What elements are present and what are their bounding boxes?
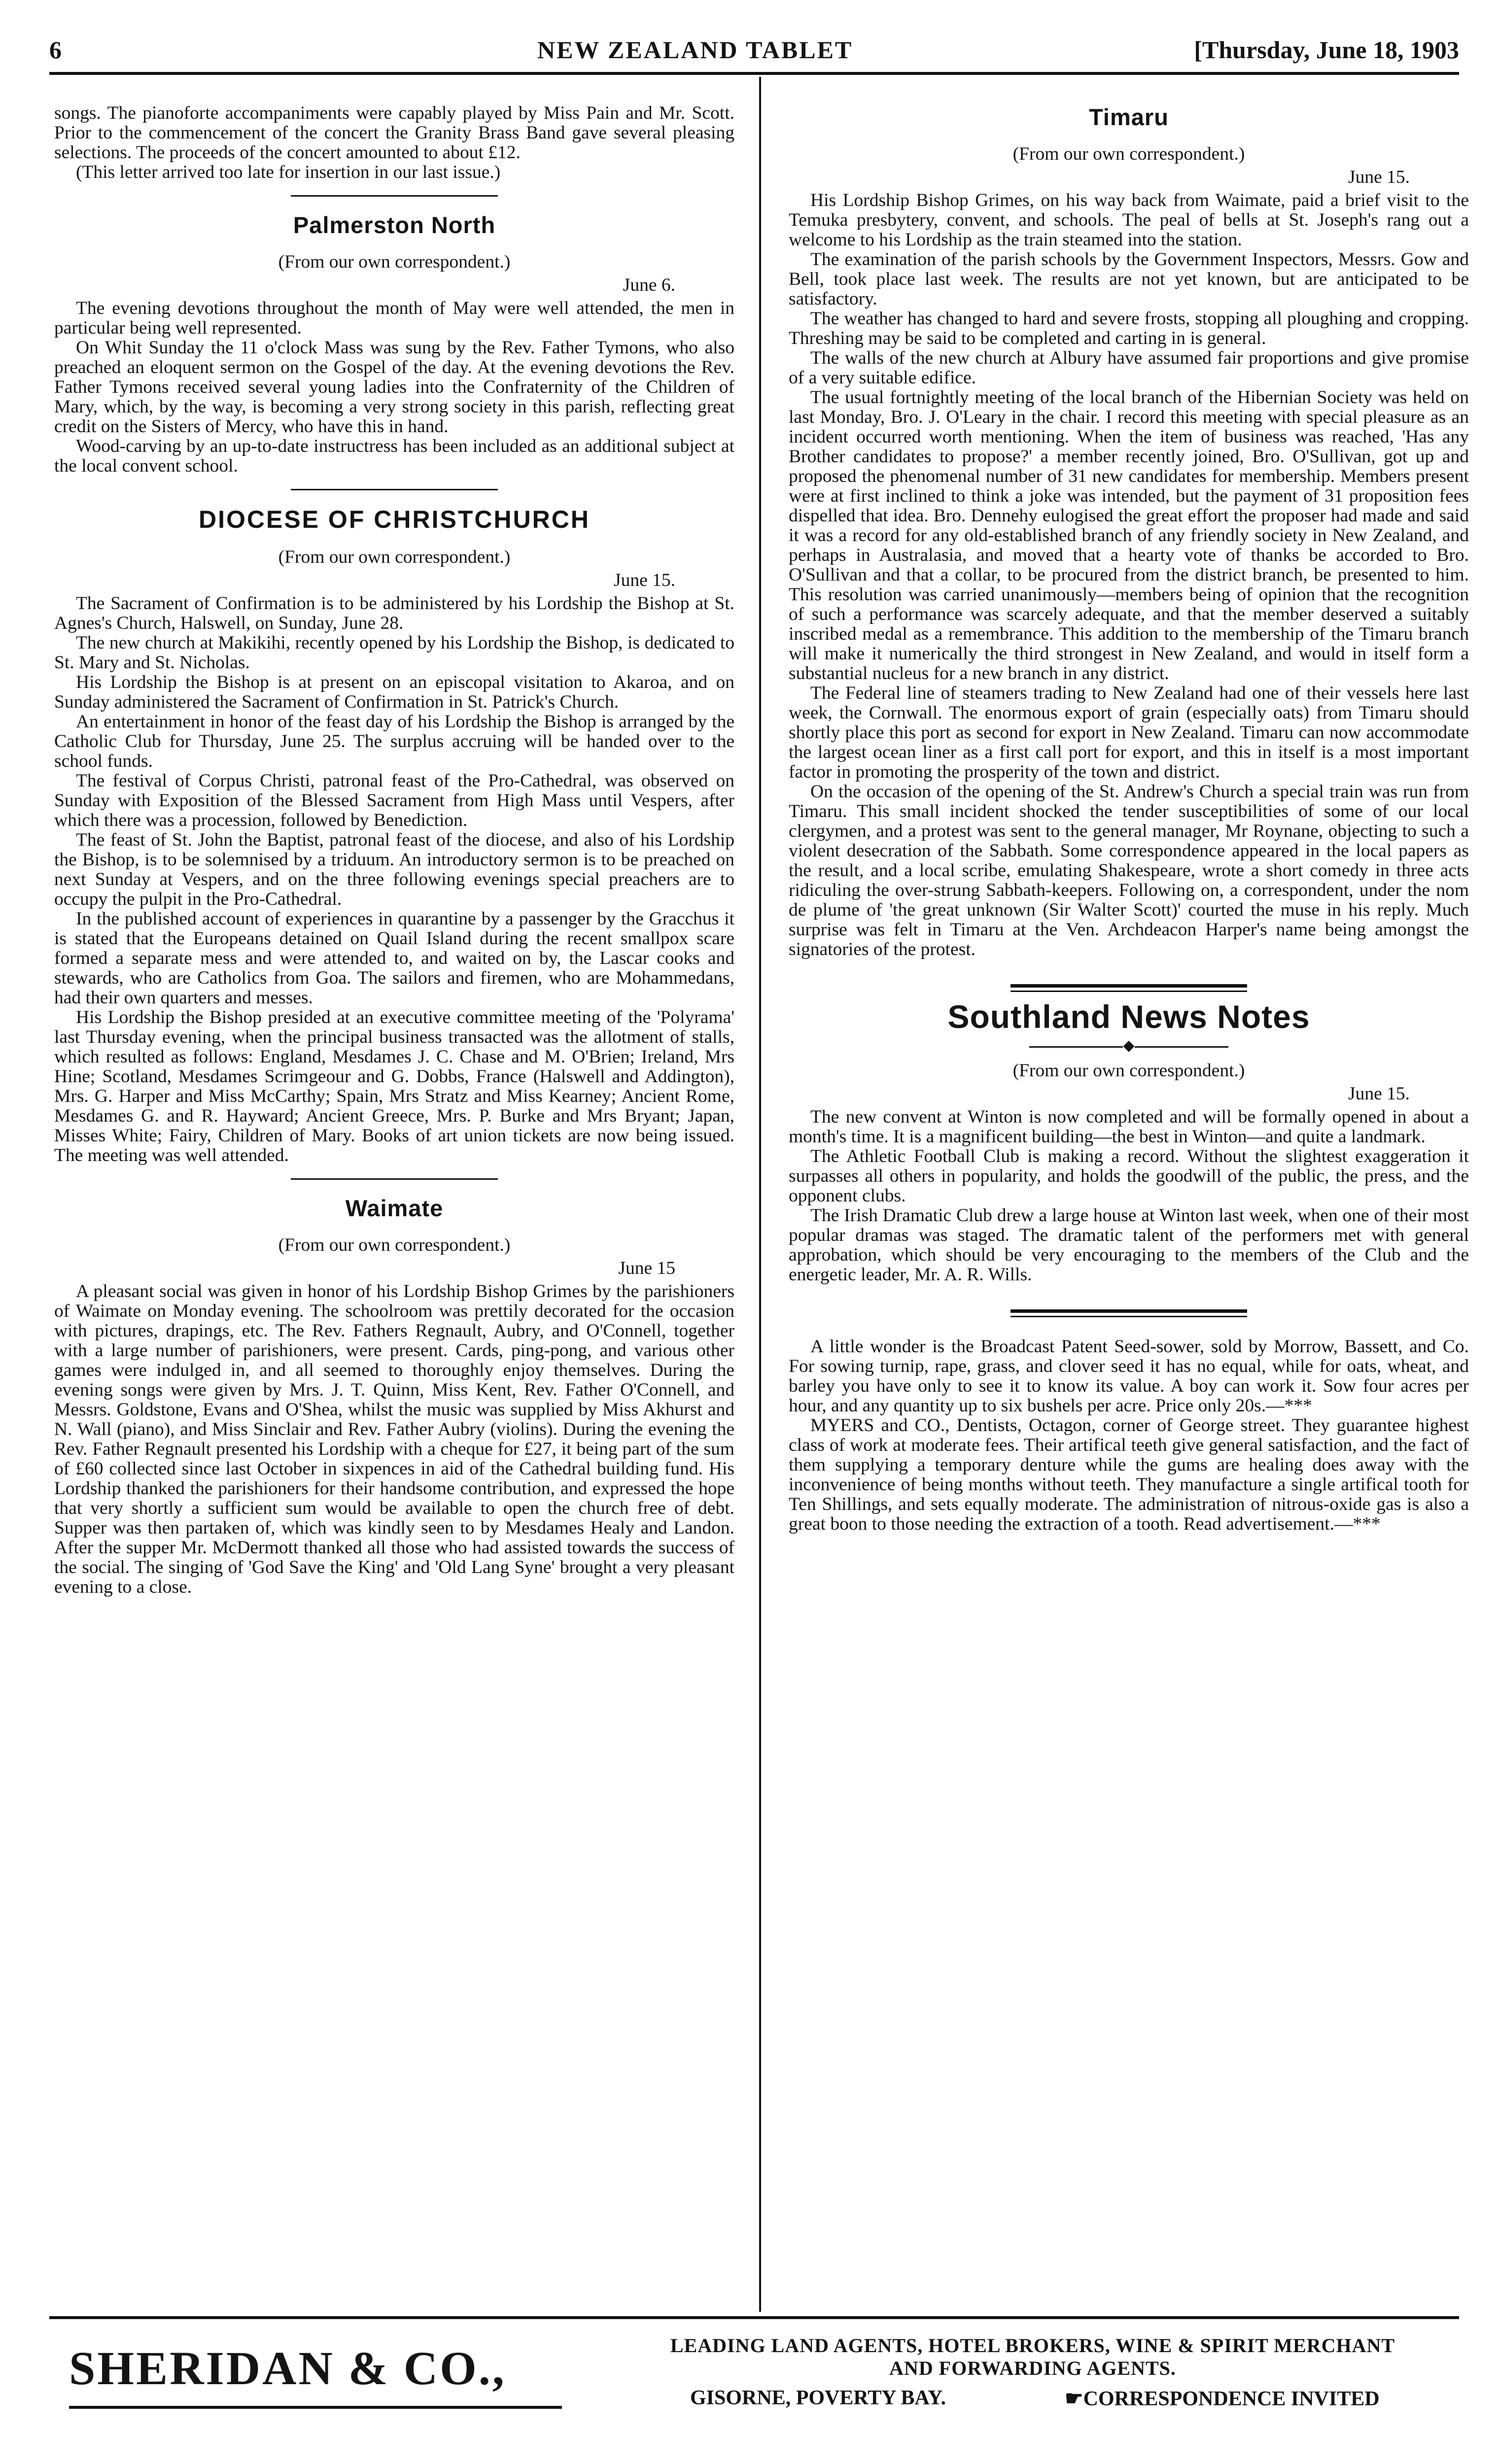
advertiser-name: SHERIDAN & CO., bbox=[69, 2342, 506, 2395]
southland-paragraph: The Athletic Football Club is making a record. Without the slightest exaggeration it surpasses all others in popularity, and holds the goodwill of the public, the press, and the opponent clubs. bbox=[789, 1146, 1469, 1206]
christchurch-date: June 15. bbox=[614, 570, 675, 590]
christchurch-paragraph: The Sacrament of Confirmation is to be administered by his Lordship the Bishop at St. Agnes's Church, Halswell, on Sunday, June 28. bbox=[54, 593, 734, 633]
christchurch-correspondent: (From our own correspondent.) bbox=[278, 547, 511, 567]
waimate-date: June 15 bbox=[618, 1258, 675, 1278]
palmerston-correspondent: (From our own correspondent.) bbox=[278, 252, 511, 272]
double-rule bbox=[1010, 1309, 1247, 1317]
timaru-paragraph: The walls of the new church at Albury have assumed fair proportions and give promise of a very suitable edifice. bbox=[789, 348, 1469, 388]
issue-date: [Thursday, June 18, 1903 bbox=[1194, 36, 1459, 64]
advert-line-2: AND FORWARDING AGENTS. bbox=[889, 2357, 1176, 2379]
section-separator bbox=[291, 195, 498, 197]
advert-line-1: LEADING LAND AGENTS, HOTEL BROKERS, WINE & SPIRIT MERCHANT bbox=[670, 2334, 1395, 2357]
publication-title: NEW ZEALAND TABLET bbox=[537, 36, 853, 64]
palmerston-date: June 6. bbox=[623, 275, 675, 295]
christchurch-paragraph: In the published account of experiences in quarantine by a passenger by the Gracchus it is stated that the Europeans detained on Quail Island during the recent smallpox scare formed a separate mess and were attended to, and waited on by, the Lascar cooks and stewards, who are Catholics from Goa. The sailors and firemen, who are Mohammedans, had their own quarters and messes. bbox=[54, 909, 734, 1008]
waimate-paragraph: A pleasant social was given in honor of his Lordship Bishop Grimes by the parishioners of Waimate on Monday evening. The schoolroom was prettily decorated for the occasion with pictures, drapings, etc. The Rev. Fathers Regnault, Aubry, and O'Connell, together with a large number of parishioners, were present. Cards, ping-pong, and various other games were indulged in, and all seemed to thoroughly enjoy themselves. During the evening songs were given by Mrs. J. T. Quinn, Miss Kent, Rev. Father O'Connell, and Messrs. Goldstone, Evans and O'Shea, whilst the music was supplied by Miss Akhurst and N. Wall (piano), and Miss Sinclair and Rev. Father Aubry (violins). During the evening the Rev. Father Regnault presented his Lordship with a cheque for £27, it being part of the sum of £60 collected since last October in sixpences in aid of the Cathedral building fund. His Lordship thanked the parishioners for their handsome contribution, and expressed the hope that very shortly a sufficient sum would be available to open the church free of debt. Supper was then partaken of, which was kindly seen to by Mesdames Healy and Landon. After the supper Mr. McDermott thanked all those who had assisted towards the success of the social. The singing of 'God Save the King' and 'Old Lang Syne' brought a very pleasant evening to a close. bbox=[54, 1281, 734, 1597]
timaru-paragraph: The examination of the parish schools by the Government Inspectors, Messrs. Gow and Bell, took place last week. The results are not yet known, but are anticipated to be satisfactory. bbox=[789, 249, 1469, 309]
left-column bbox=[54, 103, 734, 1597]
southland-date: June 15. bbox=[1348, 1084, 1410, 1104]
southland-paragraph: The new convent at Winton is now completed and will be formally opened in about a month's time. It is a magnificent building—the best in Winton—and quite a landmark. bbox=[789, 1107, 1469, 1147]
diamond-ornament: ◆ bbox=[789, 1038, 1469, 1053]
right-column bbox=[789, 103, 1469, 1534]
timaru-correspondent: (From our own correspondent.) bbox=[1012, 144, 1245, 164]
section-separator bbox=[291, 489, 498, 490]
palmerston-paragraph: On Whit Sunday the 11 o'clock Mass was sung by the Rev. Father Tymons, who also preached an eloquent sermon on the Gospel of the day. At the evening devotions the Rev. Father Tymons received several young ladies into the Confraternity of the Children of Mary, which, by the way, is becoming a very strong society in this parish, reflecting great credit on the Sisters of Mercy, who have this in hand. bbox=[54, 338, 734, 437]
footer-rule bbox=[49, 2316, 1459, 2319]
pointing-hand-icon: ☛ bbox=[1065, 2388, 1083, 2410]
timaru-date: June 15. bbox=[1348, 167, 1410, 187]
footer-advertisement bbox=[49, 2327, 1459, 2455]
christchurch-paragraph: The festival of Corpus Christi, patronal feast of the Pro-Cathedral, was observed on Sunday with Exposition of the Blessed Sacrament from High Mass until Vespers, after which there was a procession, followed by Benediction. bbox=[54, 771, 734, 830]
timaru-paragraph: The weather has changed to hard and severe frosts, stopping all ploughing and cropping. Threshing may be said to be completed and carting in is general. bbox=[789, 308, 1469, 348]
christchurch-paragraph: His Lordship the Bishop presided at an executive committee meeting of the 'Polyrama' last Thursday evening, when the principal business transacted was the allotment of stalls, which resulted as follows: England, Mesdames J. C. Chase and M. O'Brien; Ireland, Mrs Hine; Scotland, Mesdames Scrimgeour and G. Dobbs, France (Halswell and Addington), Mrs. G. Harper and Miss McCarthy; Spain, Mrs Stratz and Miss Kearney; Ancient Rome, Mesdames G. and R. Hayward; Ancient Greece, Mrs. P. Burke and Mrs Bryant; Japan, Misses White; Fairy, Children of Mary. Books of art union tickets are now being issued. The meeting was well attended. bbox=[54, 1007, 734, 1165]
advert-invite bbox=[1065, 2386, 1380, 2411]
southland-correspondent: (From our own correspondent.) bbox=[1012, 1061, 1245, 1081]
waimate-heading: Waimate bbox=[345, 1195, 444, 1221]
dentists-notice: MYERS and CO., Dentists, Octagon, corner of George street. They guarantee highest class of work at moderate fees. Their artifical teeth give general satisfaction, and the fact of them supplying a temporary denture while the gums are healing does away with the inconvenience of being months without teeth. They manufacture a single artifical tooth for Ten Shillings, and sets equally moderate. The administration of nitrous-oxide gas is also a great boon to those needing the extraction of a tooth. Read advertisement.—*** bbox=[789, 1415, 1469, 1534]
intro-paragraph: songs. The pianoforte accompaniments were capably played by Miss Pain and Mr. Scott. Prior to the commencement of the concert the Granity Brass Band gave several pleasing selections. The proceeds of the concert amounted to about £12. bbox=[54, 103, 734, 163]
timaru-heading: Timaru bbox=[1089, 104, 1169, 130]
intro-note: (This letter arrived too late for insertion in our last issue.) bbox=[76, 162, 501, 182]
palmerston-paragraph: The evening devotions throughout the month of May were well attended, the men in particular being well represented. bbox=[54, 298, 734, 338]
timaru-paragraph: His Lordship Bishop Grimes, on his way back from Waimate, paid a brief visit to the Temuka presbytery, convent, and schools. The peal of bells at St. Joseph's rang out a welcome to his Lordship as the train steamed into the station. bbox=[789, 190, 1469, 250]
advertiser-underline bbox=[69, 2406, 562, 2409]
southland-heading: Southland News Notes bbox=[947, 998, 1310, 1035]
christchurch-paragraph: The new church at Makikihi, recently opened by his Lordship the Bishop, is dedicated to St. Mary and St. Nicholas. bbox=[54, 633, 734, 673]
christchurch-paragraph: The feast of St. John the Baptist, patronal feast of the diocese, and also of his Lordship the Bishop, is to be solemnised by a triduum. An introductory sermon is to be preached on next Sunday at Vespers, and on the three following evenings special preachers are to occupy the pulpit in the Pro-Cathedral. bbox=[54, 830, 734, 909]
christchurch-paragraph: His Lordship the Bishop is at present on an episcopal visitation to Akaroa, and on Sunday administered the Sacrament of Confirmation in St. Patrick's Church. bbox=[54, 672, 734, 712]
seed-sower-notice: A little wonder is the Broadcast Patent Seed-sower, sold by Morrow, Bassett, and Co. For sowing turnip, rape, grass, and clover seed it has no equal, while for oats, wheat, and barley you have only to see it to know its value. A boy can work it. Sow four acres per hour, and any quantity up to six bushels per acre. Price only 20s.—*** bbox=[789, 1336, 1469, 1416]
double-rule bbox=[1010, 984, 1247, 992]
page-header bbox=[49, 35, 1459, 65]
page-number: 6 bbox=[49, 36, 62, 64]
southland-paragraph: The Irish Dramatic Club drew a large house at Winton last week, when one of their most popular dramas was staged. The dramatic talent of the performers met with general approbation, which should be very encouraging to the members of the Club and the energetic leader, Mr. A. R. Wills. bbox=[789, 1205, 1469, 1285]
header-rule bbox=[49, 72, 1459, 75]
timaru-paragraph: The usual fortnightly meeting of the local branch of the Hibernian Society was held on last Monday, Bro. J. O'Leary in the chair. I record this meeting with special pleasure as an incident occurred worth mentioning. When the item of business was reached, 'Has any Brother candidates to propose?' a member recently joined, Bro. O'Sullivan, got up and proposed the phenomenal number of 31 new candidates for membership. Members present were at first inclined to think a joke was intended, but the payment of 31 proposition fees dispelled that idea. Bro. Dennehy eulogised the great effort the proposer had made and said it was a record for any old-established branch of any friendly society in New Zealand, and perhaps in Australasia, and moved that a hearty vote of thanks be accorded to Bro. O'Sullivan and that a collar, to be procured from the district branch, be presented to him. This resolution was carried unanimously—members being of opinion that the recognition of such a performance was scarcely adequate, and that the member deserved a suitably inscribed medal as a remembrance. This addition to the membership of the Timaru branch will make it numerically the third strongest in New Zealand, and would in itself form a substantial nucleus for a new branch in any district. bbox=[789, 387, 1469, 684]
palmerston-paragraph: Wood-carving by an up-to-date instructress has been included as an additional subject at the local convent school. bbox=[54, 436, 734, 476]
section-separator bbox=[291, 1178, 498, 1180]
waimate-correspondent: (From our own correspondent.) bbox=[278, 1235, 511, 1255]
timaru-paragraph: On the occasion of the opening of the St. Andrew's Church a special train was run from Timaru. This small incident shocked the tender susceptibilities of some of our local clergymen, and a protest was sent to the general manager, Mr Roynane, objecting to such a violent desecration of the Sabbath. Some correspondence appeared in the local papers as the result, and a local scribe, emulating Shakespeare, wrote a short comedy in three acts ridiculing the over-strung Sabbath-keepers. Following on, a correspondent, under the nom de plume of 'the great unknown (Sir Walter Scott)' courted the muse in his reply. Much surprise was felt in Timaru at the Ven. Archdeacon Harper's name being amongst the signatories of the protest. bbox=[789, 782, 1469, 959]
christchurch-paragraph: An entertainment in honor of the feast day of his Lordship the Bishop is arranged by the Catholic Club for Thursday, June 25. The surplus accruing will be handed over to the school funds. bbox=[54, 712, 734, 771]
advert-location: GISORNE, POVERTY BAY. bbox=[690, 2387, 946, 2409]
christchurch-heading: DIOCESE OF CHRISTCHURCH bbox=[198, 506, 591, 533]
palmerston-heading: Palmerston North bbox=[293, 212, 496, 238]
timaru-paragraph: The Federal line of steamers trading to New Zealand had one of their vessels here last week, the Cornwall. The enormous export of grain (especially oats) from Timaru should shortly place this port as second for export in New Zealand. Timaru can now accommodate the largest ocean liner as a first call port for export, and this in itself is a most important factor in promoting the prosperity of the town and district. bbox=[789, 683, 1469, 782]
advert-invite-text: CORRESPONDENCE INVITED bbox=[1083, 2388, 1380, 2410]
column-divider bbox=[759, 77, 761, 2312]
